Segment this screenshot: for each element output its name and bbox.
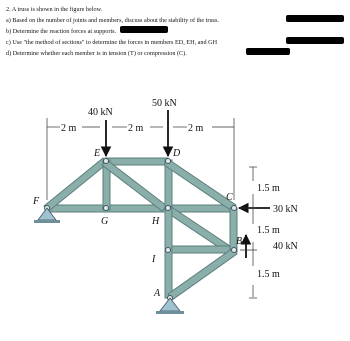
pin-i bbox=[166, 248, 171, 253]
dim-label-2: 2 m bbox=[128, 123, 144, 134]
joint-label-a: A bbox=[154, 288, 161, 299]
load-label-b: 40 kN bbox=[273, 241, 298, 252]
pin-c bbox=[232, 206, 237, 211]
question-b: b) Determine the reaction forces at supports. bbox=[6, 28, 117, 35]
joint-label-g: G bbox=[101, 216, 109, 227]
dim-label-v3: 1.5 m bbox=[257, 269, 280, 280]
member-ab bbox=[168, 248, 237, 300]
pin-b bbox=[232, 248, 237, 253]
joint-pins bbox=[45, 159, 237, 301]
dim-label-1: 2 m bbox=[61, 123, 77, 134]
vertical-dimensions bbox=[240, 167, 257, 298]
pin-g bbox=[104, 206, 109, 211]
load-label-e: 40 kN bbox=[88, 107, 113, 118]
load-label-c: 30 kN bbox=[273, 204, 298, 215]
joint-label-c: C bbox=[226, 192, 233, 203]
problem-title: 2. A truss is shown in the figure below. bbox=[6, 6, 103, 13]
member-ib bbox=[168, 246, 234, 253]
question-d: d) Determine whether each member is in tension (T) or compression (C). bbox=[6, 50, 187, 57]
dim-label-v1: 1.5 m bbox=[257, 183, 280, 194]
joint-label-b: B bbox=[236, 236, 243, 247]
truss-members bbox=[44, 158, 237, 300]
load-label-d: 50 kN bbox=[152, 98, 177, 109]
pin-h bbox=[166, 206, 171, 211]
pin-d bbox=[166, 159, 171, 164]
joint-label-i: I bbox=[152, 254, 156, 265]
support-a bbox=[156, 298, 184, 314]
member-dc bbox=[164, 159, 236, 211]
member-fe bbox=[44, 158, 108, 211]
pin-e bbox=[104, 159, 109, 164]
joint-label-h: H bbox=[152, 216, 160, 227]
question-a: a) Based on the number of joints and members, discuss about the stability of the truss. bbox=[6, 17, 219, 24]
member-eh bbox=[102, 160, 167, 211]
member-fc bbox=[46, 205, 234, 212]
question-c: c) Use "the method of sections" to determine the forces in members ED, EH, and GH bbox=[6, 39, 218, 46]
dim-label-3: 2 m bbox=[188, 123, 204, 134]
joint-label-e: E bbox=[94, 148, 101, 159]
member-ed bbox=[105, 158, 168, 165]
joint-label-f: F bbox=[33, 196, 40, 207]
member-hi bbox=[165, 208, 172, 298]
dim-label-v2: 1.5 m bbox=[257, 225, 280, 236]
joint-label-d: D bbox=[173, 148, 181, 159]
